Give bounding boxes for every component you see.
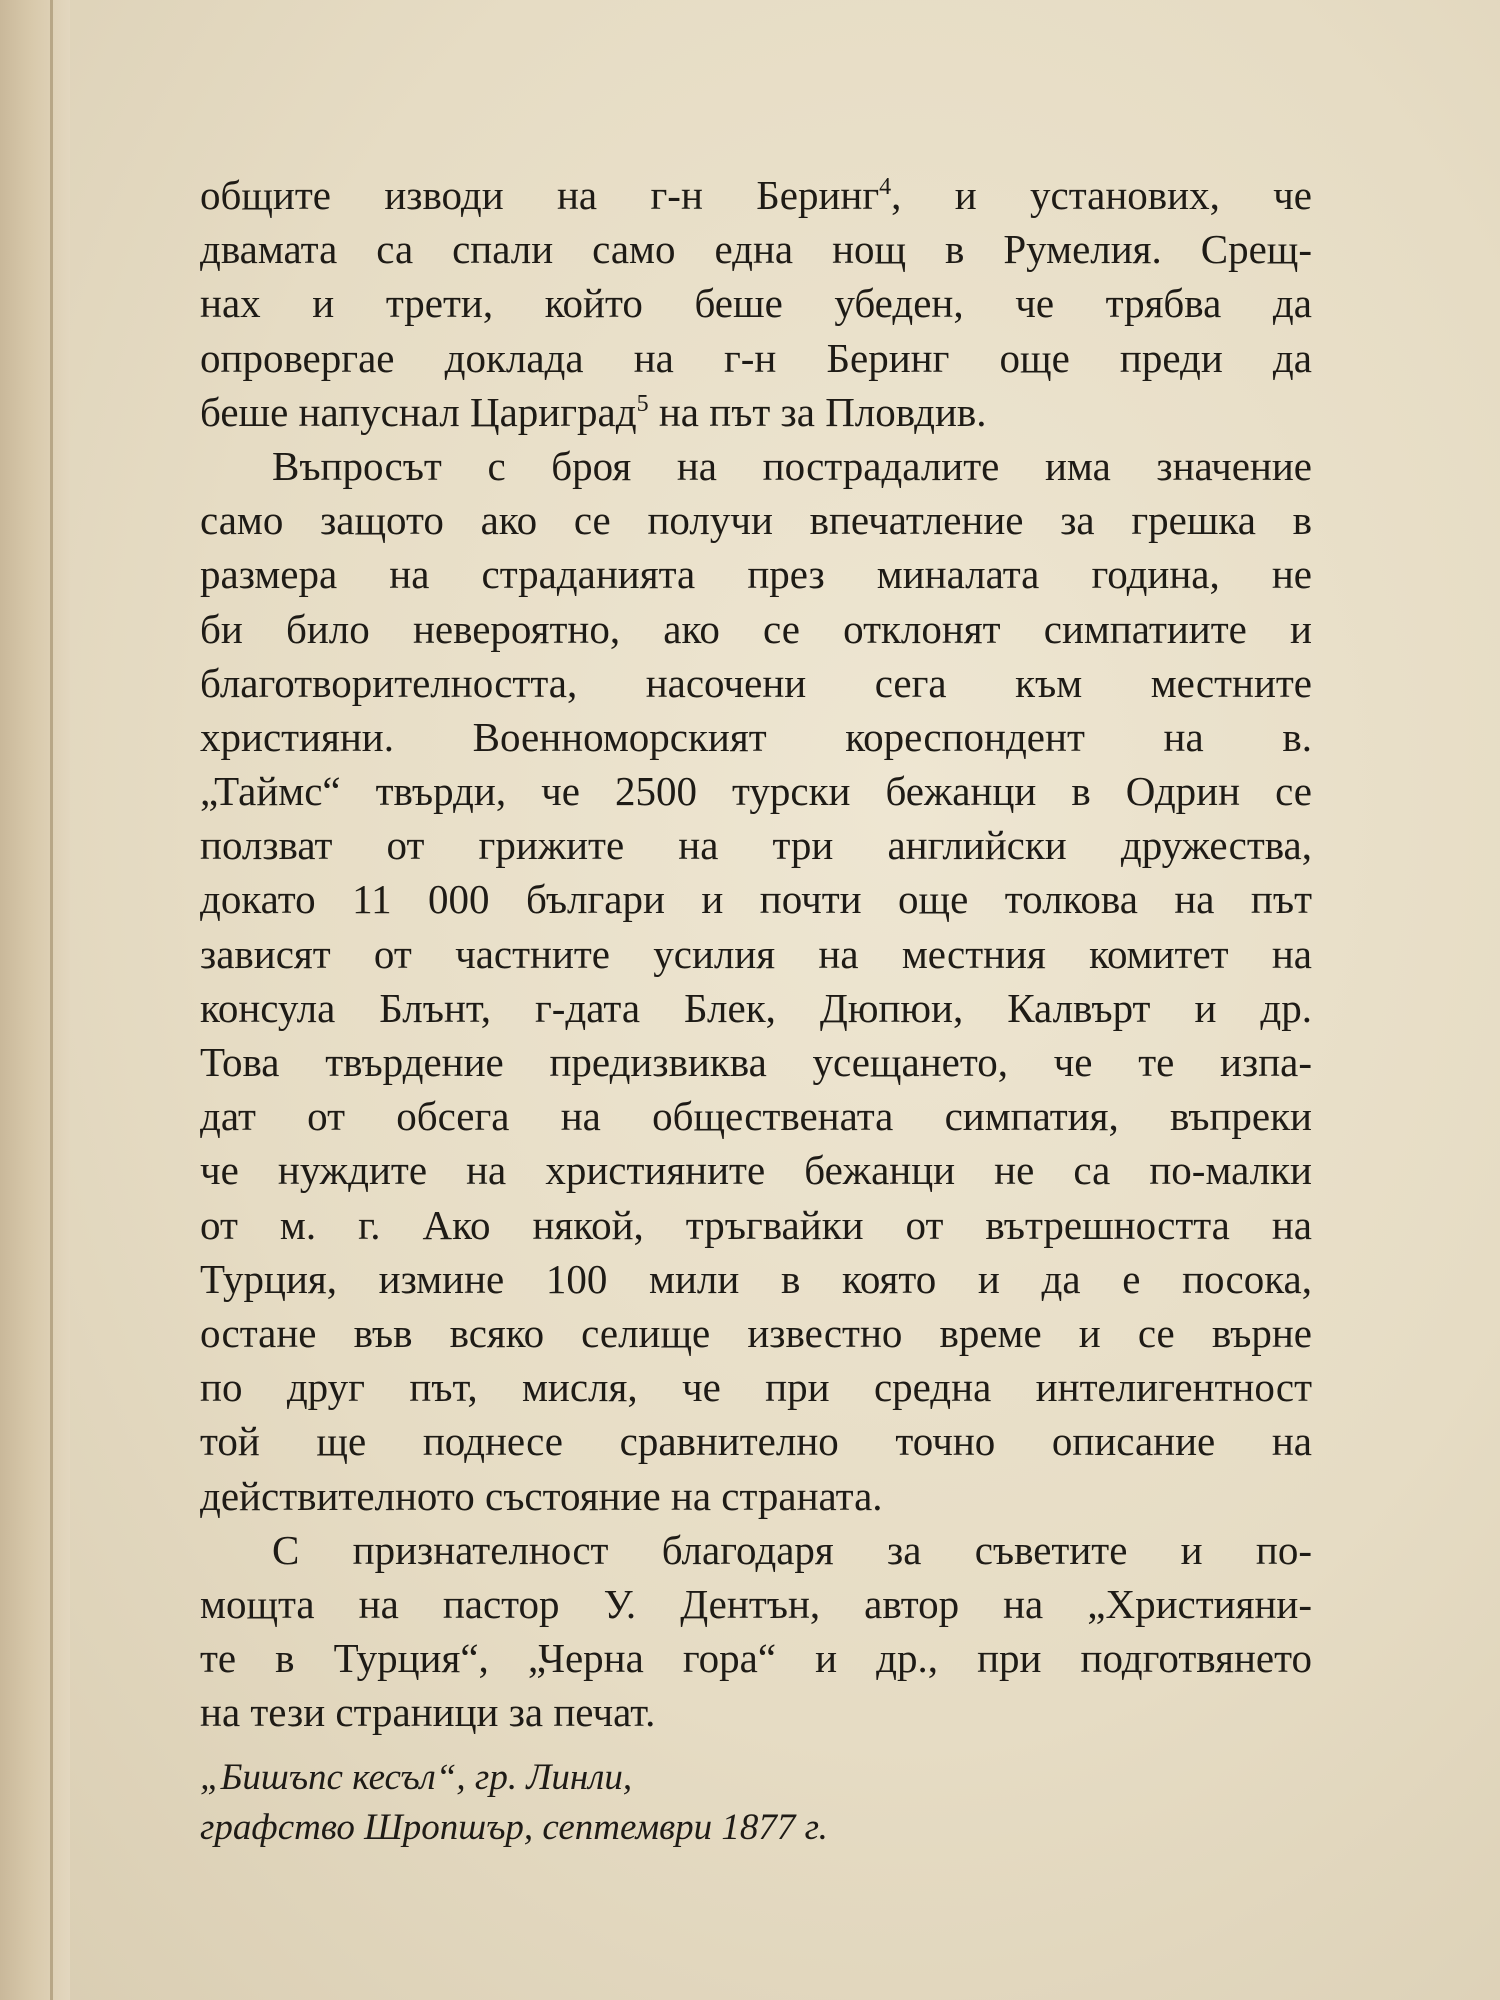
text-line: действителното състояние на страната. <box>200 1472 883 1519</box>
text-line: мощта на пастор У. Дентън, автор на „Християни- <box>200 1580 1312 1627</box>
text-line: благотворителността, насочени сега към местните <box>200 659 1312 706</box>
text-line: Въпросът с броя на пострадалите има значение <box>272 442 1312 489</box>
text-line: дат от обсега на обществената симпатия, въпреки <box>200 1093 1312 1140</box>
text-line: „Таймс“ твърди, че 2500 турски бежанци в Одрин се <box>200 768 1312 815</box>
footnote-marker[interactable]: 5 <box>636 390 649 417</box>
text-line: на тези страници за печат. <box>200 1689 656 1736</box>
text-line: само защото ако се получи впечатление за грешка в <box>200 497 1312 544</box>
text-line: нах и трети, който беше убеден, че трябва да <box>200 280 1312 327</box>
text-line: те в Турция“, „Черна гора“ и др., при подготвянето <box>200 1635 1312 1682</box>
text-line: С признателност благодаря за съветите и по- <box>272 1526 1312 1573</box>
text-line: че нуждите на християните бежанци не са по-малки <box>200 1147 1312 1194</box>
signature-place: „Бишъпс кесъл“, гр. Линли, <box>200 1757 633 1798</box>
text-line: християни. Военноморският кореспондент на в. <box>200 713 1312 760</box>
text-line: би било невероятно, ако се отклонят симпатиите и <box>200 605 1312 652</box>
text-line: размера на страданията през миналата година, не <box>200 551 1312 598</box>
text-line: беше напуснал Цариград$^5$ на път за Пловдив. <box>200 388 987 435</box>
text-line: ползват от грижите на три английски дружества, <box>200 822 1312 869</box>
footnote-marker[interactable]: 4 <box>879 174 892 200</box>
signature-block <box>200 1753 1100 1853</box>
text-line: двамата са спали само една нощ в Румелия. Срещ- <box>200 226 1312 273</box>
page-edge <box>50 0 53 2000</box>
text-line: докато 11 000 българи и почти още толкова на път <box>200 876 1312 923</box>
text-line: консула Блънт, г-дата Блек, Дюпюи, Калвърт и др. <box>200 984 1312 1031</box>
text-line: общите изводи на г-н Беринг$^4$, и установих, че <box>200 172 1312 218</box>
body-text <box>200 168 1312 1739</box>
text-line: той ще поднесе сравнително точно описание на <box>200 1418 1312 1465</box>
text-line: зависят от частните усилия на местния комитет на <box>200 930 1312 977</box>
text-line: Турция, измине 100 мили в която и да е посока, <box>200 1255 1312 1302</box>
book-gutter <box>0 0 70 2000</box>
text-line: Това твърдение предизвиква усещането, че те изпа- <box>200 1039 1312 1085</box>
text-line: по друг път, мисля, че при средна интелигентност <box>200 1364 1312 1411</box>
text-line: опровергае доклада на г-н Беринг още преди да <box>200 334 1312 381</box>
signature-date: графство Шропшър, септември 1877 г. <box>200 1807 828 1848</box>
text-line: остане във всяко селище известно време и се върне <box>200 1309 1312 1356</box>
text-line: от м. г. Ако някой, тръгвайки от вътрешността на <box>200 1201 1312 1248</box>
